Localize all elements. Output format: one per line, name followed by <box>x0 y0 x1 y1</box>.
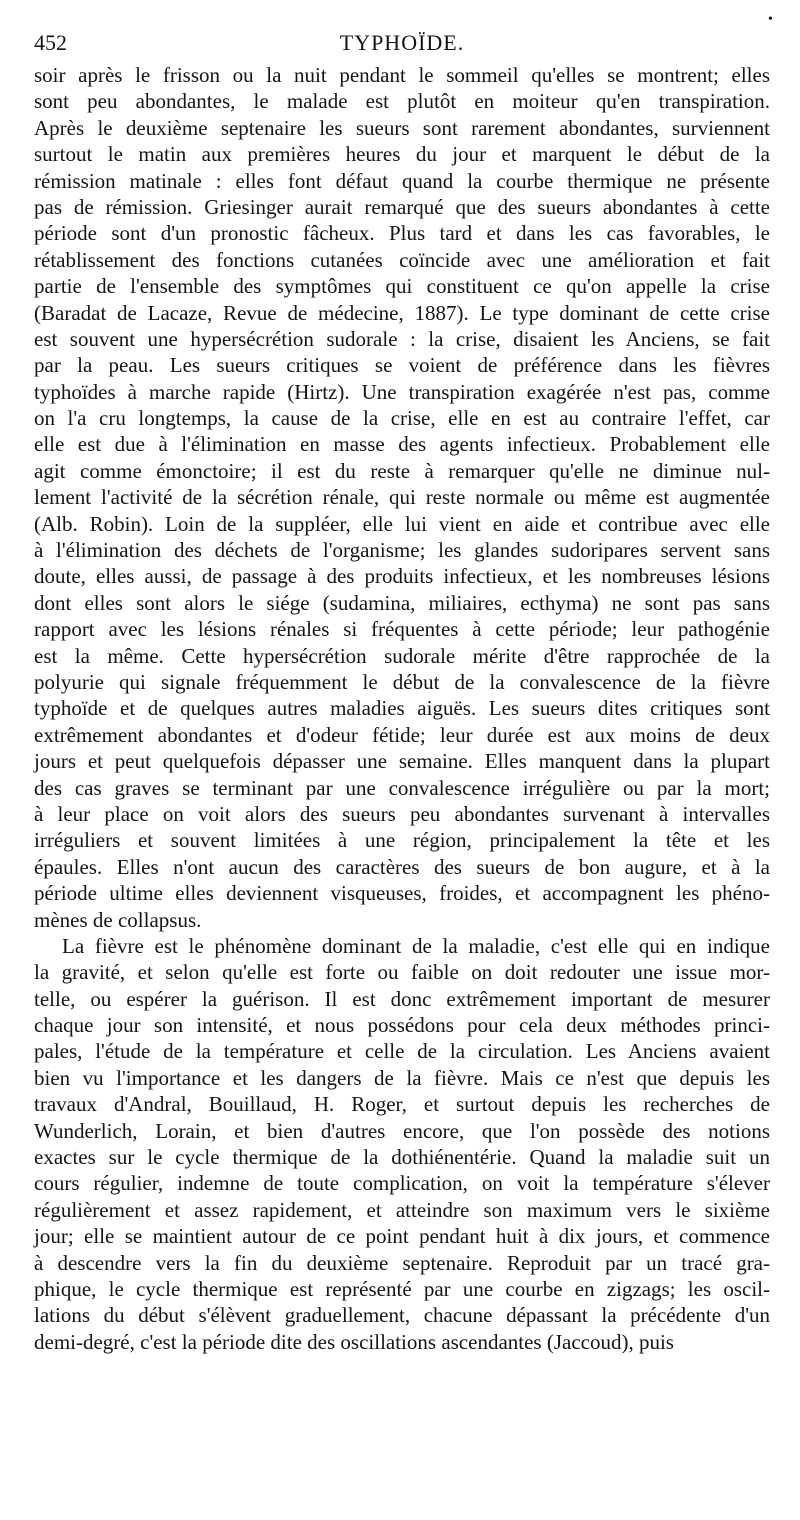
text-line: épaules. Elles n'ont aucun des caractères des sueurs de bon augure, et à la <box>34 854 770 879</box>
text-line: agit comme émonctoire; il est du reste à remarquer qu'elle ne diminue nul- <box>34 458 770 483</box>
text-line: La fièvre est le phénomène dominant de la maladie, c'est elle qui en indique <box>62 933 770 958</box>
text-line: partie de l'ensemble des symptômes qui constituent ce qu'on appelle la crise <box>34 274 770 299</box>
page-header <box>34 30 770 56</box>
text-line: Après le deuxième septenaire les sueurs sont rarement abondantes, surviennent <box>34 115 770 140</box>
text-line: période sont d'un pronostic fâcheux. Plus tard et dans les cas favorables, le <box>34 221 770 246</box>
text-line: sont peu abondantes, le malade est plutôt en moiteur qu'en transpiration. <box>34 89 770 114</box>
text-line: demi-degré, c'est la période dite des oscillations ascendantes (Jaccoud), puis <box>34 1329 674 1354</box>
page-number: 452 <box>34 30 67 55</box>
body-text <box>34 62 770 1355</box>
text-line: travaux d'Andral, Bouillaud, H. Roger, et surtout depuis les recherches de <box>34 1092 770 1117</box>
text-line: pas de rémission. Griesinger aurait remarqué que des sueurs abondantes à cette <box>34 194 770 219</box>
text-line: est souvent une hypersécrétion sudorale : la crise, disaient les Anciens, se fait <box>34 326 770 351</box>
text-line: à descendre vers la fin du deuxième septenaire. Reproduit par un tracé gra- <box>34 1250 770 1275</box>
text-line: surtout le matin aux premières heures du jour et marquent le début de la <box>34 142 770 167</box>
text-line: rémission matinale : elles font défaut quand la courbe thermique ne présente <box>34 168 770 193</box>
ink-speck: • <box>768 12 773 27</box>
text-line: lement l'activité de la sécrétion rénale, qui reste normale ou même est augmentée <box>34 485 770 510</box>
text-line: des cas graves se terminant par une convalescence irrégulière ou par la mort; <box>34 775 770 800</box>
text-line: Wunderlich, Lorain, et bien d'autres encore, que l'on possède des notions <box>34 1118 770 1143</box>
text-line: jours et peut quelquefois dépasser une semaine. Elles manquent dans la plupart <box>34 749 770 774</box>
text-line: rétablissement des fonctions cutanées coïncide avec une amélioration et fait <box>34 247 770 272</box>
text-line: typhoïdes à marche rapide (Hirtz). Une transpiration exagérée n'est pas, comme <box>34 379 770 404</box>
text-line: (Baradat de Lacaze, Revue de médecine, 1887). Le type dominant de cette crise <box>34 300 770 325</box>
text-line: chaque jour son intensité, et nous possédons pour cela deux méthodes princi- <box>34 1013 770 1038</box>
text-line: elle est due à l'élimination en masse des agents infectieux. Probablement elle <box>34 432 770 457</box>
text-line: est la même. Cette hypersécrétion sudorale mérite d'être rapprochée de la <box>34 643 770 668</box>
text-line: régulièrement et assez rapidement, et atteindre son maximum vers le sixième <box>34 1197 770 1222</box>
text-line: période ultime elles deviennent visqueuses, froides, et accompagnent les phéno- <box>34 881 770 906</box>
paragraph <box>34 62 770 933</box>
text-line: rapport avec les lésions rénales si fréquentes à cette période; leur pathogénie <box>34 617 770 642</box>
text-line: à leur place on voit alors des sueurs peu abondantes survenant à intervalles <box>34 801 770 826</box>
text-line: à l'élimination des déchets de l'organisme; les glandes sudoripares servent sans <box>34 538 770 563</box>
text-line: par la peau. Les sueurs critiques se voient de préférence dans les fièvres <box>34 353 770 378</box>
text-line: cours régulier, indemne de toute complication, on voit la température s'élever <box>34 1171 770 1196</box>
text-line: exactes sur le cycle thermique de la dothiénentérie. Quand la maladie suit un <box>34 1145 770 1170</box>
text-line: soir après le frisson ou la nuit pendant le sommeil qu'elles se montrent; elles <box>34 63 770 87</box>
text-line: mènes de collapsus. <box>34 907 202 932</box>
text-line: doute, elles aussi, de passage à des produits infectieux, et les nombreuses lésions <box>34 564 770 589</box>
text-line: polyurie qui signale fréquemment le début de la convalescence de la fièvre <box>34 669 770 694</box>
text-line: typhoïde et de quelques autres maladies aiguës. Les sueurs dites critiques sont <box>34 696 770 721</box>
running-title: TYPHOÏDE. <box>339 30 465 55</box>
text-line: extrêmement abondantes et d'odeur fétide; leur durée est aux moins de deux <box>34 722 770 747</box>
text-line: la gravité, et selon qu'elle est forte ou faible on doit redouter une issue mor- <box>34 960 770 985</box>
text-line: bien vu l'importance et les dangers de la fièvre. Mais ce n'est que depuis les <box>34 1065 770 1090</box>
text-line: (Alb. Robin). Loin de la suppléer, elle lui vient en aide et contribue avec elle <box>34 511 770 536</box>
text-line: jour; elle se maintient autour de ce point pendant huit à dix jours, et commence <box>34 1224 770 1249</box>
text-line: lations du début s'élèvent graduellement, chacune dépassant la précédente d'un <box>34 1303 770 1328</box>
text-line: telle, ou espérer la guérison. Il est donc extrêmement important de mesurer <box>34 986 770 1011</box>
text-line: pales, l'étude de la température et celle de la circulation. Les Anciens avaient <box>34 1039 770 1064</box>
text-line: on l'a cru longtemps, la cause de la crise, elle en est au contraire l'effet, car <box>34 406 770 431</box>
text-line: dont elles sont alors le siége (sudamina, miliaires, ecthyma) ne sont pas sans <box>34 590 770 615</box>
text-line: phique, le cycle thermique est représenté par une courbe en zigzags; les oscil- <box>34 1276 770 1301</box>
paragraph <box>34 933 770 1355</box>
text-line: irréguliers et souvent limitées à une région, principalement la tête et les <box>34 828 770 853</box>
